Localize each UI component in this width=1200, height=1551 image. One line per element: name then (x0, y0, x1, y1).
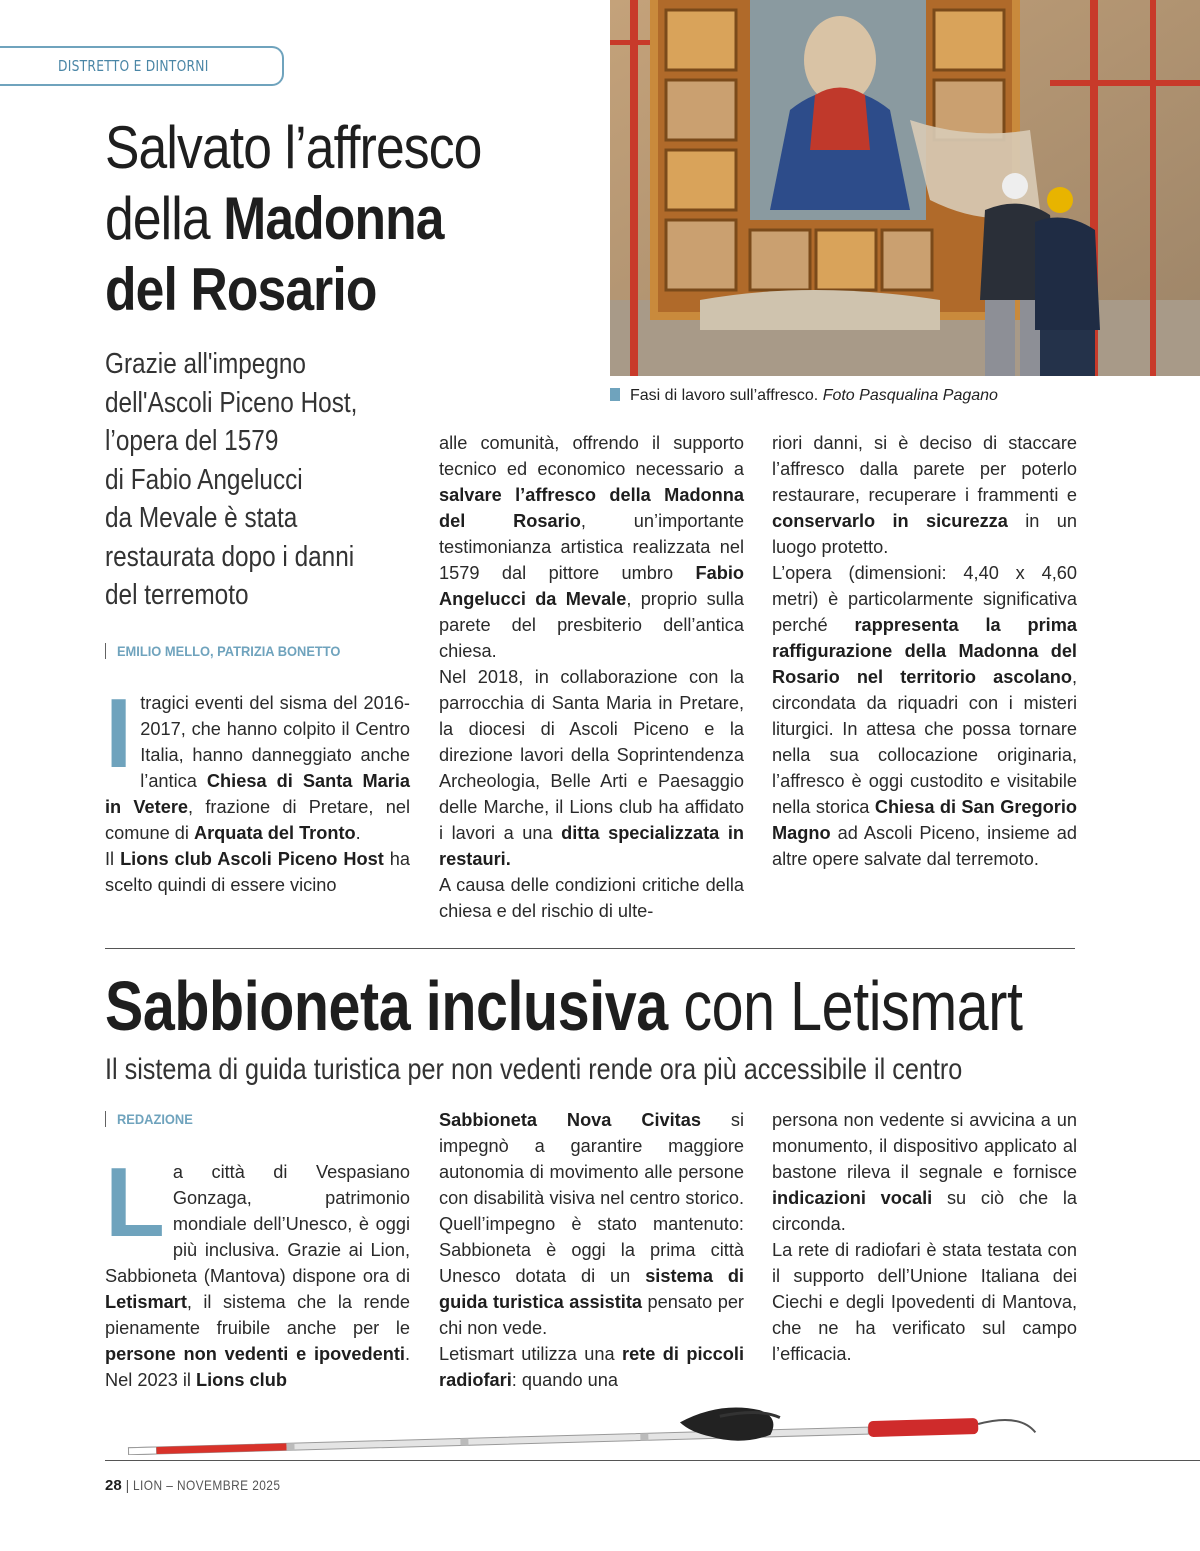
article-divider (105, 948, 1075, 949)
title-line-3: del Rosario (105, 256, 377, 323)
article2-column-1 (105, 1147, 410, 1393)
body-text: La rete di radiofari è stata testata con il supporto dell’Unione Italiana dei Ciechi e degli Ipovedenti di Mantova, che ne ha verificato sul campo l’efficacia. (772, 1240, 1077, 1364)
body-text: Nel 2018, in collaborazione con la parrocchia di Santa Maria in Pretare, la diocesi di Ascoli Piceno e la direzione lavori della Soprintendenza Archeologia, Belle Arti e Paesaggio delle Marche, il Lions club ha affidato i lavori a una (439, 667, 744, 843)
subtitle-line: l’opera del 1579 (105, 425, 279, 457)
body-bold: persone non vedenti e ipovedenti (105, 1344, 405, 1364)
body-text: . (355, 823, 361, 843)
body-bold: Chiesa di San Gregorio Magno (772, 797, 1077, 843)
body-text: ad Ascoli Piceno, insieme ad altre opere salvate dal terremoto. (772, 823, 1077, 869)
section-tab-label: DISTRETTO E DINTORNI (58, 57, 209, 75)
body-text: , proprio sulla parete del presbiterio dell’antica chiesa. (439, 589, 744, 661)
body-bold: Sabbioneta Nova Civitas (439, 1110, 701, 1130)
footer-rule (105, 1460, 1200, 1461)
article1-byline: EMILIO MELLO, PATRIZIA BONETTO (105, 643, 340, 659)
body-bold: Lions club Ascoli Piceno Host (120, 849, 384, 869)
title-bold: Sabbioneta inclusiva (105, 967, 668, 1045)
body-text: si impegnò a garantire maggiore autonomia di movimento alle persone con disabilità visiva nel centro storico. Quell’impegno è stato mantenuto: Sabbioneta è oggi la prima città Unesco dotata di un (439, 1110, 745, 1286)
body-bold: Lions club (196, 1370, 287, 1390)
body-bold: Letismart (105, 1292, 187, 1312)
body-text: pensato per chi non vede. (439, 1292, 744, 1338)
fresco-photo (610, 0, 1200, 376)
body-bold: indicazioni vocali (772, 1188, 933, 1208)
article1-column-1 (105, 678, 411, 898)
body-text: , frazione di Pretare, nel comune di (105, 797, 411, 843)
article2-subtitle: Il sistema di guida turistica per non vedenti rende ora più accessibile il centro (105, 1053, 963, 1086)
article2-byline: REDAZIONE (105, 1111, 193, 1127)
photo-caption (610, 387, 998, 405)
body-text: Letismart utilizza una (439, 1344, 623, 1364)
section-tab (0, 46, 284, 86)
publication-info: LION – NOVEMBRE 2025 (133, 1477, 281, 1493)
page-footer (105, 1477, 307, 1494)
body-bold: conservarlo in sicurezza (772, 511, 1008, 531)
body-text: : quando una (511, 1370, 618, 1390)
article1-column-3 (772, 430, 1077, 872)
dropcap: L (105, 1147, 165, 1257)
white-cane-illustration (120, 1395, 1050, 1455)
subtitle-line: restaurata dopo i danni (105, 540, 355, 573)
body-text: riori danni, si è deciso di staccare l’affresco dalla parete per poterlo restaurare, recuperare i frammenti e (772, 433, 1077, 505)
subtitle-line: da Mevale è stata (105, 502, 298, 534)
body-bold: sistema di guida turistica assistita (439, 1266, 744, 1312)
body-bold: salvare l’affresco della Madonna del Rosario (439, 485, 744, 531)
article2-column-3 (772, 1107, 1077, 1367)
body-text: A causa delle condizioni critiche della chiesa e del rischio di ulte- (439, 875, 744, 921)
body-text: tragici eventi del sisma del 2016-2017, che hanno colpito il Centro Italia, hanno danneggiato anche l’antica (140, 693, 410, 791)
body-bold: Arquata del Tronto (193, 823, 356, 843)
body-text: , il sistema che la rende pienamente fruibile anche per le (105, 1292, 410, 1338)
caption-marker (610, 388, 620, 401)
body-bold: Fabio Angelucci da Mevale (439, 563, 744, 609)
fresco-illustration (610, 0, 1200, 376)
body-text: persona non vedente si avvicina a un monumento, il dispositivo applicato al bastone rileva il segnale e fornisce (772, 1110, 1077, 1182)
body-bold: rappresenta la prima raffigurazione della Madonna del Rosario nel territorio ascolano (772, 615, 1077, 687)
article1-title (105, 112, 585, 325)
title-line-1: Salvato l’affresco (105, 114, 482, 181)
body-text: , circondata da riquadri con i misteri liturgici. In attesa che possa tornare nella sua collocazione originaria, l’affresco è oggi custodito e visitabile nella storica (772, 667, 1077, 817)
body-text: in un luogo protetto. (772, 511, 1077, 557)
article2-title (105, 966, 1023, 1046)
photo-credit: Foto Pasqualina Pagano (822, 387, 998, 404)
body-text: ha scelto quindi di essere vicino (105, 849, 410, 895)
page-number: 28 (105, 1477, 122, 1494)
subtitle-line: di Fabio Angelucci (105, 463, 303, 496)
body-text: L’opera (dimensioni: 4,40 x 4,60 metri) è particolarmente significativa perché (772, 563, 1077, 635)
subtitle-line: Grazie all'impegno (105, 348, 306, 380)
article1-subtitle (105, 345, 485, 615)
article2-column-2 (439, 1107, 744, 1393)
subtitle-line: dell'Ascoli Piceno Host, (105, 386, 358, 419)
subtitle-line: del terremoto (105, 579, 249, 611)
body-bold: Chiesa di Santa Maria in Vetere (105, 771, 410, 817)
title-light: con Letismart (667, 967, 1023, 1045)
body-text: Il (105, 849, 121, 869)
body-text: , un’importante testimonianza artistica realizzata nel 1579 dal pittore umbro (439, 511, 745, 583)
body-text: su ciò che la circonda. (772, 1188, 1077, 1234)
body-bold: ditta specializzata in restauri. (439, 823, 744, 869)
title-line-2-light: della (105, 185, 224, 252)
caption-text: Fasi di lavoro sull’affresco. (630, 387, 819, 404)
body-bold: rete di piccoli radiofari (439, 1344, 745, 1390)
title-line-2-bold: Madonna (223, 185, 444, 252)
body-text: alle comunità, offrendo il supporto tecnico ed economico necessario a (439, 433, 744, 479)
dropcap: I (105, 678, 133, 788)
body-text: . Nel 2023 il (105, 1344, 410, 1390)
body-text: a città di Vespasiano Gonzaga, patrimonio mondiale dell’Unesco, è oggi più inclusiva. Grazie ai Lion, Sabbioneta (Mantova) dispone ora di (105, 1162, 410, 1286)
article1-column-2 (439, 430, 744, 924)
footer-separator: | (125, 1477, 130, 1493)
